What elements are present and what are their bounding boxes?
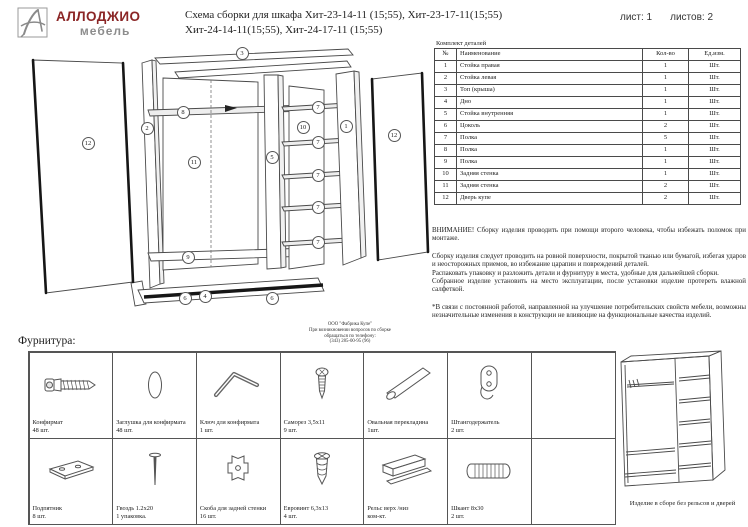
- oval-rod-icon: [364, 353, 447, 419]
- hardware-item-qty: 2 шт.: [451, 426, 465, 434]
- parts-cell: 1: [643, 97, 689, 109]
- parts-column-header: №: [435, 49, 457, 61]
- parts-table-row: [435, 169, 741, 181]
- hardware-item-qty: 4 шт.: [283, 512, 298, 520]
- hardware-item-qty: 8 шт.: [32, 512, 46, 520]
- brand-subtitle: мебель: [79, 23, 131, 38]
- parts-cell: 2: [435, 73, 457, 85]
- part-callout-5: 5: [266, 151, 279, 164]
- hardware-item: [447, 352, 532, 439]
- exploded-diagram-drawing: [15, 46, 437, 350]
- parts-cell: 1: [643, 169, 689, 181]
- parts-cell: Шт.: [689, 97, 741, 109]
- part-callout-7: 7: [312, 101, 325, 114]
- part-callout-11: 11: [188, 156, 201, 169]
- parts-cell: Стойка внутренняя: [457, 109, 643, 121]
- part-callout-12: 12: [82, 137, 95, 150]
- page-title: [185, 8, 565, 38]
- part-callout-7: 7: [312, 169, 325, 182]
- bracket-icon: [197, 439, 280, 505]
- part-callout-9: 9: [182, 251, 195, 264]
- part-callout-4: 4: [199, 290, 212, 303]
- hardware-item: [112, 352, 197, 439]
- hardware-item-name: Шкант 8х30: [451, 505, 484, 513]
- parts-cell: 6: [435, 121, 457, 133]
- hardware-item-name: Ключ для конфирмата: [199, 419, 260, 427]
- note-paragraph: Распаковать упаковку и разложить детали и фурнитуру в места, удобные для дальнейшей сборки.: [432, 269, 719, 277]
- parts-cell: 8: [435, 145, 457, 157]
- hardware-item-qty: ком-кт.: [367, 512, 387, 520]
- hardware-cell-empty: [531, 352, 616, 439]
- parts-table-row: [435, 133, 741, 145]
- part-callout-10: 10: [297, 121, 310, 134]
- brand-name: АЛЛОДЖИО: [56, 8, 141, 24]
- parts-cell: 2: [643, 181, 689, 193]
- hardware-item-qty: 48 шт.: [116, 426, 133, 434]
- hardware-item-name: Овальная перекладина: [367, 419, 429, 427]
- parts-table-row: [435, 61, 741, 73]
- parts-table-row: [435, 121, 741, 133]
- parts-table-row: [435, 97, 741, 109]
- dowel-icon: [448, 439, 531, 505]
- foot-icon: [30, 439, 113, 505]
- assembly-notes: [432, 227, 746, 321]
- parts-cell: 2: [643, 193, 689, 205]
- hardware-item-name: Рельс верх /низ: [367, 505, 409, 513]
- parts-table: [434, 48, 741, 205]
- assembled-view-caption: Изделие в сборе без рельсов и дверей: [629, 500, 736, 507]
- hardware-item: [363, 438, 448, 525]
- parts-cell: 3: [435, 85, 457, 97]
- exploded-assembly-diagram: [15, 46, 437, 350]
- hardware-item: [196, 352, 281, 439]
- hardware-item-qty: 1 упаковка.: [116, 512, 147, 520]
- parts-cell: Шт.: [689, 157, 741, 169]
- parts-cell: Шт.: [689, 61, 741, 73]
- parts-table-row: [435, 85, 741, 97]
- parts-cell: Топ (крыша): [457, 85, 643, 97]
- parts-column-header: Ед.изм.: [689, 49, 741, 61]
- hardware-item: [196, 438, 281, 525]
- parts-cell: 10: [435, 169, 457, 181]
- hardware-item-qty: 16 шт.: [199, 512, 217, 520]
- euro-screw-icon: [281, 439, 364, 505]
- parts-cell: 9: [435, 157, 457, 169]
- hardware-item-qty: 48 шт.: [32, 426, 50, 434]
- sheet-number: лист: 1: [620, 12, 653, 23]
- rail-icon: [364, 439, 447, 505]
- parts-cell: Шт.: [689, 169, 741, 181]
- parts-cell: Шт.: [689, 121, 741, 133]
- cap-icon: [113, 353, 196, 419]
- parts-cell: 1: [643, 61, 689, 73]
- title-line-2: Хит-24-14-11(15;55), Хит-24-17-11 (15;55): [185, 24, 383, 36]
- parts-cell: Полка: [457, 133, 643, 145]
- part-callout-7: 7: [312, 136, 325, 149]
- part-callout-6: 6: [266, 292, 279, 305]
- parts-cell: Шт.: [689, 193, 741, 205]
- note-paragraph: Собранное изделие установить на место эксплуатации, после установки изделие протереть влажной салфеткой.: [432, 278, 746, 294]
- assembled-view: [617, 348, 748, 507]
- parts-cell: Шт.: [689, 145, 741, 157]
- sheets-total: листов: 2: [670, 12, 714, 23]
- hardware-item-qty: 1 шт.: [199, 426, 214, 434]
- title-line-1: Схема сборки для шкафа Хит-23-14-11 (15;55), Хит-23-17-11(15;55): [185, 9, 503, 21]
- parts-cell: 1: [435, 61, 457, 73]
- parts-cell: Стойка левая: [457, 73, 643, 85]
- hardware-item-name: Конфирмат: [32, 419, 63, 427]
- logo-monogram-a-icon: [16, 6, 50, 40]
- parts-cell: 5: [435, 109, 457, 121]
- rod-holder-icon: [448, 353, 531, 419]
- part-callout-2: 2: [141, 122, 154, 135]
- parts-cell: Шт.: [689, 133, 741, 145]
- part-callout-3: 3: [236, 47, 249, 60]
- warning-text: ВНИМАНИЕ! Сборку изделия проводить при помощи второго человека, чтобы избежать поломок при монтаже.: [432, 227, 746, 243]
- parts-cell: 4: [435, 97, 457, 109]
- hardware-item: [363, 352, 448, 439]
- parts-table-row: [435, 157, 741, 169]
- parts-table-row: [435, 181, 741, 193]
- part-callout-12: 12: [388, 129, 401, 142]
- hardware-item: [447, 438, 532, 525]
- parts-cell: Полка: [457, 157, 643, 169]
- parts-column-header: Наименование: [457, 49, 643, 61]
- parts-cell: 1: [643, 85, 689, 97]
- parts-table-caption: Комплект деталей: [436, 40, 487, 47]
- parts-cell: Шт.: [689, 109, 741, 121]
- hardware-item-name: Заглушка для конфирмата: [116, 419, 186, 427]
- parts-cell: 11: [435, 181, 457, 193]
- nail-icon: [113, 439, 196, 505]
- hardware-cell-empty: [531, 438, 616, 525]
- parts-cell: Полка: [457, 145, 643, 157]
- hex-key-icon: [197, 353, 280, 419]
- part-callout-7: 7: [312, 201, 325, 214]
- parts-table-row: [435, 73, 741, 85]
- assembled-wardrobe-drawing: [617, 348, 745, 493]
- parts-cell: Дверь купе: [457, 193, 643, 205]
- parts-cell: Стойка правая: [457, 61, 643, 73]
- hardware-item-qty: 9 шт.: [283, 426, 298, 434]
- hardware-item: [29, 438, 114, 525]
- parts-column-header: Кол-во: [643, 49, 689, 61]
- parts-cell: 7: [435, 133, 457, 145]
- hardware-item: [280, 438, 365, 525]
- parts-cell: 5: [643, 133, 689, 145]
- hardware-item: [280, 352, 365, 439]
- parts-cell: 1: [643, 73, 689, 85]
- part-callout-1: 1: [340, 120, 353, 133]
- brand-logo: [16, 6, 140, 40]
- confirmat-screw-icon: [30, 353, 113, 419]
- screw-icon: [281, 353, 364, 419]
- note-paragraph: Сборку изделия следует проводить на ровной поверхности, покрытой тканью или бумагой, избегая ударов и неосторожных приемов, во избежание царапин и повреждений деталей.: [432, 252, 746, 269]
- hardware-item-name: Евровинт 6,3х13: [283, 505, 329, 513]
- parts-table-row: [435, 109, 741, 121]
- hardware-item-name: Скоба для задней стенки: [199, 505, 267, 513]
- part-callout-8: 8: [177, 106, 190, 119]
- right-door-panel: [372, 73, 428, 260]
- top-panel: [155, 49, 353, 64]
- parts-cell: Шт.: [689, 73, 741, 85]
- footnote-text: *В связи с постоянной работой, направленной на улучшение потребительских свойств мебели, возможны незначительные изменения в конструкции не влияющие на функциональные качества изделий.: [432, 303, 746, 320]
- left-door-panel: [33, 60, 133, 293]
- parts-cell: Цоколь: [457, 121, 643, 133]
- hardware-section-title: Фурнитура:: [18, 335, 76, 347]
- parts-cell: Задняя стенка: [457, 169, 643, 181]
- hardware-item-name: Саморез 3,5х11: [283, 419, 325, 427]
- hardware-item-name: Гвоздь 1.2х20: [116, 505, 154, 513]
- parts-cell: 2: [643, 121, 689, 133]
- parts-cell: Шт.: [689, 85, 741, 97]
- parts-table-row: [435, 193, 741, 205]
- parts-cell: 1: [643, 109, 689, 121]
- part-callout-6: 6: [179, 292, 192, 305]
- hardware-table: [28, 351, 616, 525]
- hardware-item-qty: 2 шт.: [451, 512, 465, 520]
- parts-cell: Шт.: [689, 181, 741, 193]
- manufacturer-note: ООО "Фабрика Купе" При возникновении вопросов по сборке обращаться по телефону: (343) 285-00-95 (96): [309, 322, 391, 345]
- hardware-item-qty: 1шт.: [367, 426, 380, 434]
- parts-cell: 12: [435, 193, 457, 205]
- sheet-info: [620, 12, 713, 23]
- parts-cell: 1: [643, 157, 689, 169]
- hardware-item: [29, 352, 114, 439]
- hardware-item-name: Подпятник: [32, 505, 63, 513]
- hardware-item-name: Штангодержатель: [451, 419, 500, 427]
- hardware-item: [112, 438, 197, 525]
- part-callout-7: 7: [312, 236, 325, 249]
- parts-table-row: [435, 145, 741, 157]
- parts-cell: Дно: [457, 97, 643, 109]
- parts-cell: 1: [643, 145, 689, 157]
- parts-cell: Задняя стенка: [457, 181, 643, 193]
